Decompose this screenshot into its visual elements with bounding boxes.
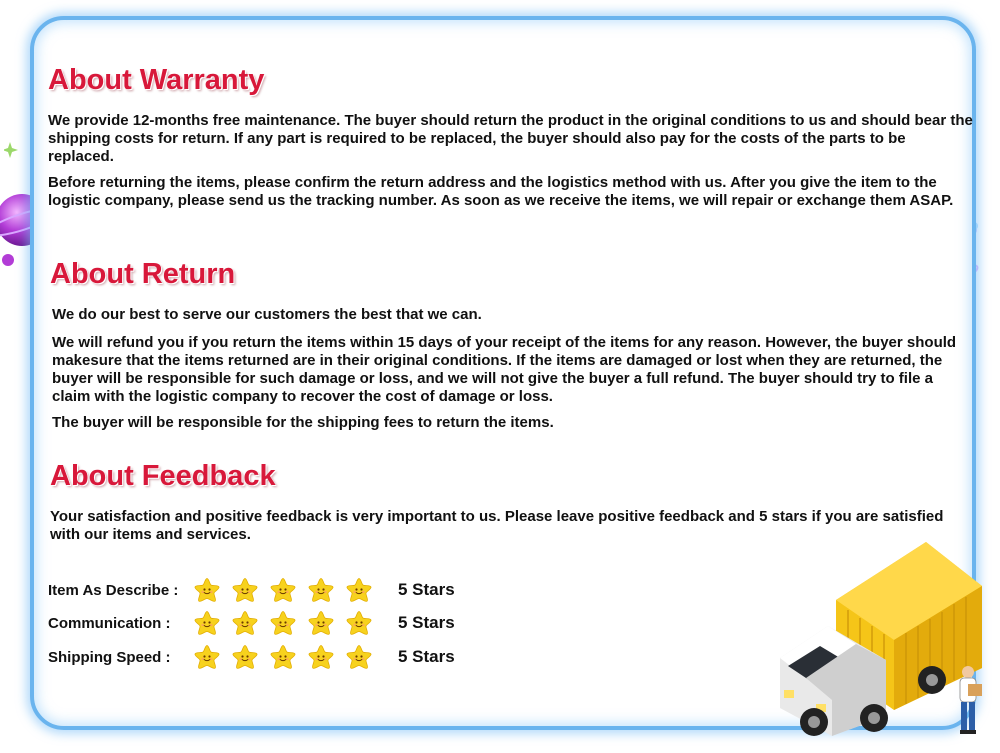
rating-stars xyxy=(194,577,372,603)
rating-value: 5 Stars xyxy=(398,580,455,599)
return-heading: About Return xyxy=(50,258,236,290)
smiley-star-icon xyxy=(270,644,296,670)
smiley-star-icon xyxy=(346,644,372,670)
rating-value: 5 Stars xyxy=(398,613,455,632)
rating-stars xyxy=(194,644,372,670)
courier-person-icon xyxy=(954,664,986,736)
smiley-star-icon xyxy=(346,577,372,603)
warranty-heading: About Warranty xyxy=(48,64,265,96)
rating-value: 5 Stars xyxy=(398,647,455,666)
smiley-star-icon xyxy=(194,610,220,636)
smiley-star-icon xyxy=(346,610,372,636)
rating-label: Communication : xyxy=(48,614,171,632)
smiley-star-icon xyxy=(194,577,220,603)
rating-row-communication xyxy=(48,609,455,637)
return-paragraph-2: We will refund you if you return the items within 15 days of your receipt of the items for any reason. However, the buyer should makesure that the items returned are in their original conditions. If the items are damaged or lost when they are returned, the buyer will be responsible for such damage or loss, and we will not give the buyer a full refund. The buyer should try to file a claim with the logistic company to recover the cost of damage or loss. xyxy=(52,334,957,405)
warranty-paragraph-2: Before returning the items, please confirm the return address and the logistics method with us. After you give the item to the logistic company, please send us the tracking number. As soon as we receive the items, we will repair or exchange them ASAP. xyxy=(48,174,954,209)
feedback-paragraph-1: Your satisfaction and positive feedback is very important to us. Please leave positive feedback and 5 stars if you are satisfied with our items and services. xyxy=(50,508,944,543)
smiley-star-icon xyxy=(232,644,258,670)
warranty-paragraph-1: We provide 12-months free maintenance. The buyer should return the product in the original conditions to us and should bear the shipping costs for return. If any part is required to be replaced, the buyer should also pay for the costs of the parts to be replaced. xyxy=(48,112,973,165)
smiley-star-icon xyxy=(270,610,296,636)
rating-row-item-as-describe xyxy=(48,576,455,604)
return-paragraph-1: We do our best to serve our customers the best that we can. xyxy=(52,306,482,323)
smiley-star-icon xyxy=(270,577,296,603)
rating-label: Item As Describe : xyxy=(48,581,179,599)
rating-label: Shipping Speed : xyxy=(48,648,171,666)
smiley-star-icon xyxy=(232,610,258,636)
smiley-star-icon xyxy=(308,577,334,603)
smiley-star-icon xyxy=(232,577,258,603)
smiley-star-icon xyxy=(308,644,334,670)
return-paragraph-3: The buyer will be responsible for the shipping fees to return the items. xyxy=(52,414,554,431)
rating-row-shipping-speed xyxy=(48,643,455,671)
smiley-star-icon xyxy=(308,610,334,636)
feedback-heading: About Feedback xyxy=(50,460,276,492)
smiley-star-icon xyxy=(194,644,220,670)
rating-stars xyxy=(194,610,372,636)
